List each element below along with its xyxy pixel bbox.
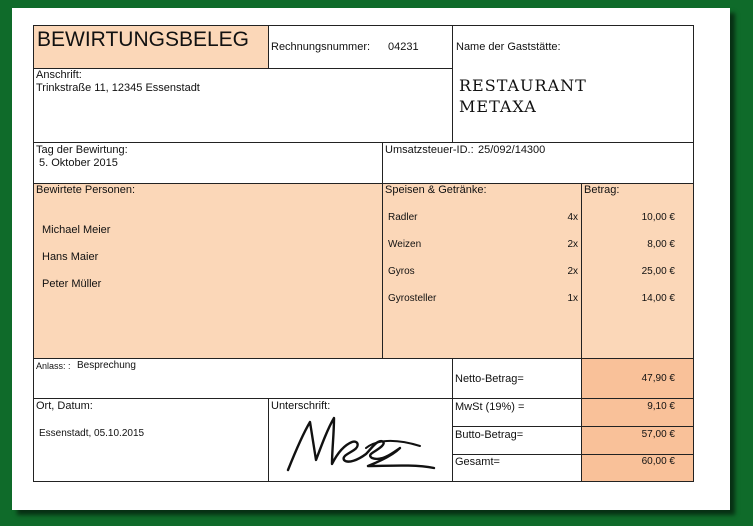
item-amount: 25,00 € (641, 266, 675, 277)
divider (33, 398, 694, 399)
guests-cell (33, 183, 382, 358)
item-amount: 10,00 € (641, 212, 675, 223)
venue-name-line1: RESTAURANT (459, 76, 587, 95)
date-label: Tag der Bewirtung: (36, 144, 128, 156)
item-name: Gyrosteller (388, 293, 437, 304)
divider (581, 183, 582, 482)
occasion-label: Anlass: : (36, 361, 71, 371)
item-amount: 14,00 € (641, 293, 675, 304)
signature-label: Unterschrift: (271, 400, 331, 412)
guest-name: Hans Maier (42, 251, 99, 263)
item-qty: 4x (567, 212, 578, 223)
divider (268, 398, 269, 482)
item-name: Weizen (388, 239, 422, 250)
divider (452, 358, 453, 482)
venue-name-line2: METAXA (459, 97, 537, 116)
divider (452, 426, 694, 427)
gross-amount-value: 57,00 € (641, 429, 675, 440)
invoice-number-label: Rechnungsnummer: (271, 41, 371, 53)
occasion-value: Besprechung (77, 360, 136, 371)
venue-label: Name der Gaststätte: (456, 41, 561, 53)
guest-name: Peter Müller (42, 278, 102, 290)
document-title: BEWIRTUNGSBELEG (37, 28, 249, 51)
divider (382, 142, 383, 358)
item-name: Radler (388, 212, 418, 223)
item-qty: 2x (567, 239, 578, 250)
address-label: Anschrift: (36, 69, 82, 81)
divider (452, 25, 453, 143)
tax-id-label: Umsatzsteuer-ID.: (385, 144, 474, 156)
border-right (693, 25, 694, 482)
border-bottom (33, 481, 694, 482)
guests-label: Bewirtete Personen: (36, 184, 136, 196)
total-label: Gesamt= (455, 456, 500, 468)
item-qty: 2x (567, 266, 578, 277)
address-value: Trinkstraße 11, 12345 Essenstadt (36, 82, 200, 94)
amount-label: Betrag: (584, 184, 620, 196)
item-name: Gyros (388, 266, 415, 277)
handwritten-signature (282, 410, 442, 478)
total-value: 60,00 € (641, 456, 675, 467)
net-amount-value: 47,90 € (641, 373, 675, 384)
vat-value: 9,10 € (647, 401, 675, 412)
border-left (33, 25, 34, 482)
place-date-value: Essenstadt, 05.10.2015 (39, 428, 145, 439)
divider (33, 358, 694, 359)
place-date-label: Ort, Datum: (36, 400, 93, 412)
item-qty: 1x (567, 293, 578, 304)
items-label: Speisen & Getränke: (385, 184, 487, 196)
divider (452, 454, 694, 455)
border-top (33, 25, 694, 26)
tax-id-value: 25/092/14300 (478, 144, 546, 156)
invoice-number: 04231 (388, 41, 419, 53)
divider (33, 142, 694, 143)
date-value: 5. Oktober 2015 (39, 157, 118, 169)
divider (268, 25, 269, 68)
net-amount-label: Netto-Betrag= (455, 373, 524, 385)
vat-label: MwSt (19%) = (455, 401, 525, 413)
guest-name: Michael Meier (42, 224, 111, 236)
divider (33, 68, 452, 69)
gross-amount-label: Butto-Betrag= (455, 429, 524, 441)
receipt-paper (12, 8, 730, 510)
item-amount: 8,00 € (647, 239, 675, 250)
